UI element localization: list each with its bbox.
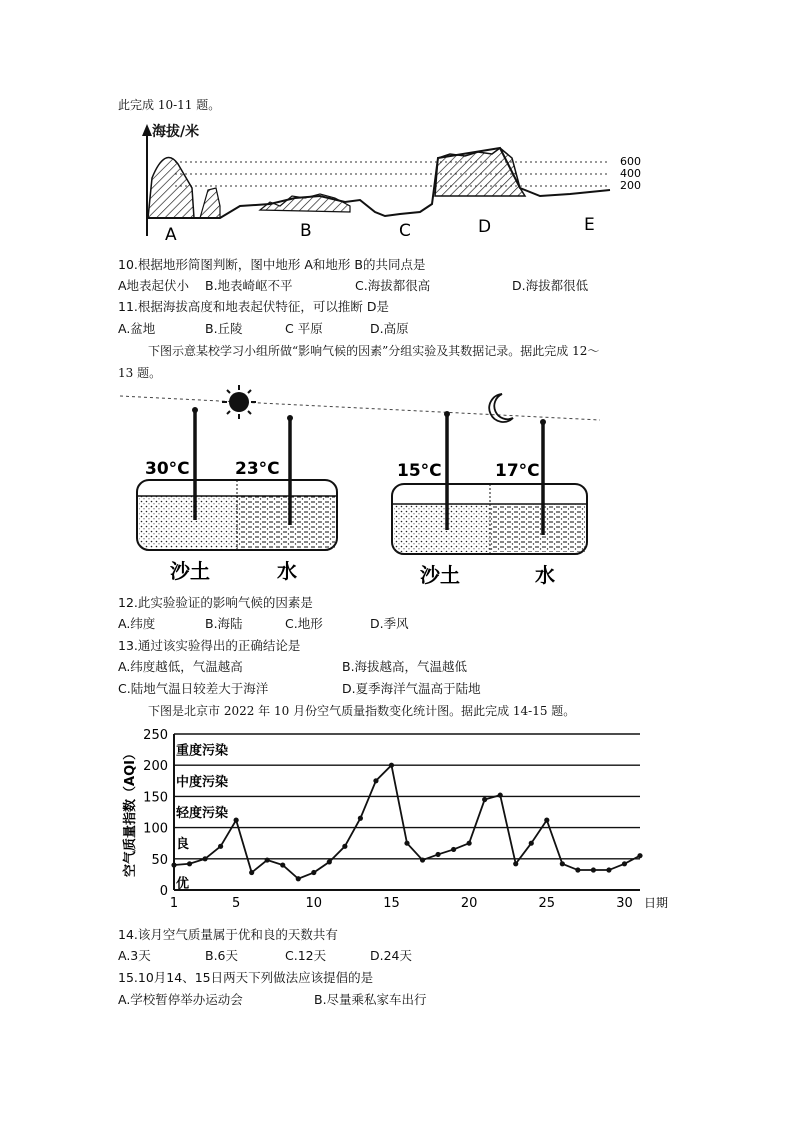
aqi-data-point — [342, 844, 347, 849]
aqi-data-point — [404, 841, 409, 846]
night-sand-label: 沙土 — [420, 563, 460, 587]
aqi-data-point — [249, 870, 254, 875]
terrain-profile-diagram — [120, 118, 660, 248]
night-water — [490, 504, 585, 552]
aqi-x-tick-label: 20 — [460, 896, 478, 911]
terrain-letter-d: D — [478, 217, 492, 237]
aqi-data-point — [435, 852, 440, 857]
terrain-letter-e: E — [584, 215, 595, 235]
aqi-data-point — [280, 862, 285, 867]
q11-stem: 11.根据海拔高度和地表起伏特征，可以推断 D是 — [118, 299, 389, 314]
aqi-x-tick-label: 25 — [538, 896, 556, 911]
terrain-ylabel: 海拔/米 — [152, 124, 200, 140]
day-water-label: 水 — [277, 559, 297, 583]
q10-stem: 10.根据地形简图判断，图中地形 A和地形 B的共同点是 — [118, 257, 426, 272]
intro-10-11: 此完成 10-11 题。 — [118, 98, 221, 112]
contour-label-200: 200 — [620, 179, 641, 192]
q10-option-b: B.地表崎岖不平 — [205, 278, 293, 293]
sun-icon — [222, 385, 256, 419]
aqi-band-label: 重度污染 — [176, 743, 229, 759]
q13-option-d: D.夏季海洋气温高于陆地 — [342, 681, 481, 696]
aqi-data-point — [202, 856, 207, 861]
aqi-data-point — [265, 857, 270, 862]
aqi-data-point — [171, 862, 176, 867]
q12-option-c: C.地形 — [285, 616, 323, 631]
q14-option-c: C.12天 — [285, 948, 327, 963]
aqi-x-axis-label: 日期 — [644, 896, 669, 910]
aqi-y-tick-label: 250 — [143, 728, 168, 743]
q12-option-b: B.海陆 — [205, 616, 243, 631]
contour-label-400: 400 — [620, 167, 641, 180]
terrain-axis-arrow — [142, 124, 152, 136]
aqi-data-point — [373, 778, 378, 783]
day-sand — [139, 496, 237, 548]
aqi-x-tick-label: 15 — [383, 896, 400, 911]
aqi-x-tick-label: 30 — [616, 896, 633, 911]
aqi-x-tick-label: 10 — [305, 896, 323, 911]
aqi-series-line — [174, 765, 640, 879]
q13-option-c: C.陆地气温日较差大于海洋 — [118, 681, 269, 696]
q13-option-a: A.纬度越低，气温越高 — [118, 659, 243, 674]
q12-option-a: A.纬度 — [118, 616, 156, 631]
q14-stem: 14.该月空气质量属于优和良的天数共有 — [118, 927, 338, 942]
aqi-data-point — [467, 841, 472, 846]
contour-label-600: 600 — [620, 155, 641, 168]
q10-option-c: C.海拔都很高 — [355, 278, 431, 293]
aqi-band-label: 中度污染 — [176, 774, 229, 790]
aqi-data-point — [637, 853, 642, 858]
terrain-letter-a: A — [165, 225, 177, 245]
aqi-y-tick-label: 150 — [143, 790, 168, 806]
aqi-y-tick-label: 0 — [159, 884, 168, 899]
aqi-data-point — [606, 867, 611, 872]
terrain-letter-b: B — [300, 221, 312, 241]
q10-option-a: A地表起伏小 — [118, 278, 190, 293]
aqi-data-point — [358, 816, 363, 821]
aqi-y-tick-label: 100 — [143, 821, 168, 837]
experiment-diagram — [115, 380, 610, 592]
sky-line — [120, 396, 600, 420]
aqi-band-label: 良 — [176, 837, 190, 853]
day-water — [237, 496, 335, 548]
q14-option-a: A.3天 — [118, 948, 151, 963]
night-water-label: 水 — [535, 563, 555, 587]
aqi-band-label: 轻度污染 — [176, 806, 229, 821]
aqi-data-point — [544, 818, 549, 823]
q15-option-a: A.学校暂停举办运动会 — [118, 992, 243, 1007]
aqi-data-point — [451, 847, 456, 852]
q14-option-b: B.6天 — [205, 948, 239, 963]
aqi-data-point — [560, 861, 565, 866]
q15-stem: 15.10月14、15日两天下列做法应该提倡的是 — [118, 970, 374, 985]
aqi-data-point — [187, 861, 192, 866]
q13-option-b: B.海拔越高，气温越低 — [342, 659, 468, 674]
night-water-temp: 17°C — [495, 461, 540, 481]
q11-option-b: B.丘陵 — [205, 321, 243, 336]
aqi-data-point — [575, 867, 580, 872]
terrain-fill-a2 — [200, 188, 220, 218]
moon-icon — [489, 394, 513, 422]
intro-12-13-line2: 13 题。 — [118, 366, 162, 380]
aqi-data-point — [529, 841, 534, 846]
q12-option-d: D.季风 — [370, 616, 409, 631]
aqi-data-point — [389, 763, 394, 768]
q11-option-d: D.高原 — [370, 321, 409, 336]
q11-option-a: A.盆地 — [118, 321, 156, 336]
q12-stem: 12.此实验验证的影响气候的因素是 — [118, 595, 313, 610]
aqi-data-point — [622, 861, 627, 866]
q11-option-c: C 平原 — [285, 321, 323, 336]
day-water-temp: 23°C — [235, 459, 280, 479]
aqi-data-point — [311, 870, 316, 875]
aqi-data-point — [296, 876, 301, 881]
intro-12-13-line1: 下图示意某校学习小组所做“影响气候的因素”分组实验及其数据记录。据此完成 12～ — [148, 344, 600, 358]
intro-14-15: 下图是北京市 2022 年 10 月份空气质量指数变化统计图。据此完成 14-15 题。 — [148, 704, 576, 718]
terrain-fill-a — [148, 158, 194, 218]
aqi-line-chart — [112, 722, 672, 918]
aqi-y-tick-label: 50 — [151, 852, 168, 868]
day-sand-temp: 30°C — [145, 459, 190, 479]
aqi-data-point — [327, 859, 332, 864]
night-sand-temp: 15°C — [397, 461, 442, 481]
night-sand — [394, 504, 490, 552]
q10-option-d: D.海拔都很低 — [512, 278, 589, 293]
day-sand-label: 沙土 — [170, 559, 210, 583]
aqi-data-point — [498, 793, 503, 798]
terrain-letter-c: C — [399, 221, 411, 241]
aqi-data-point — [234, 818, 239, 823]
aqi-data-point — [513, 861, 518, 866]
aqi-band-label: 优 — [176, 876, 190, 892]
aqi-data-point — [482, 797, 487, 802]
aqi-data-point — [218, 844, 223, 849]
aqi-y-axis-label: 空气质量指数（AQI） — [123, 747, 138, 877]
aqi-x-tick-label: 5 — [231, 896, 241, 911]
aqi-y-tick-label: 200 — [143, 759, 168, 775]
q13-stem: 13.通过该实验得出的正确结论是 — [118, 638, 301, 653]
q15-option-b: B.尽量乘私家车出行 — [314, 992, 427, 1007]
q14-option-d: D.24天 — [370, 948, 413, 963]
aqi-x-tick-label: 1 — [169, 896, 179, 911]
aqi-data-point — [591, 867, 596, 872]
aqi-data-point — [420, 857, 425, 862]
